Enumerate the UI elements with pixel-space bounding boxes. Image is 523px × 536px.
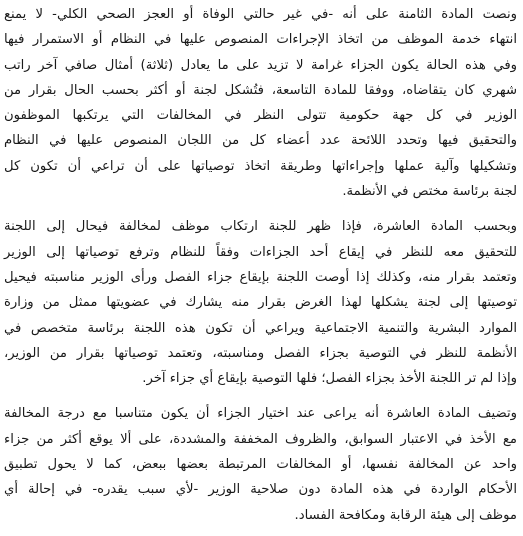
text-line: انتهاء خدمة الموظف من اتخاذ الإجراءات المنصوص عليها في النظام أو الاستمرار فيها	[4, 32, 517, 48]
text-line: ونصت المادة الثامنة على أنه -في غير حالتي الوفاة أو العجز الصحي الكلي- لا يمنع	[4, 7, 517, 22]
paragraph-article-ten-addition	[4, 401, 517, 527]
text-line: الأحكام الواردة في هذه المادة دون صلاحية الوزير -لأي سبب يقدره- في إحالة أي	[4, 482, 517, 498]
text-line: واحد عن المخالفة نفسها، أو المخالفات المرتبطة بعضها ببعض، كما لا يحول تطبيق	[4, 457, 517, 473]
text-line: وفي هذه الحالة يكون الجزاء غرامة لا تزيد على ما يعادل (ثلاثة) أمثال صافي آخر راتب	[4, 57, 517, 73]
text-line: موظف إلى هيئة الرقابة ومكافحة الفساد.	[294, 507, 517, 523]
paragraph-article-eight	[4, 2, 517, 204]
text-line: الوزير في كل جهة حكومية تتولى النظر في المخالفات التي يرتكبها الموظفون	[4, 108, 517, 124]
text-line: والتحقيق فيها وتحدد اللائحة عدد أعضاء كل من اللجان المنصوص عليها في النظام	[4, 133, 517, 149]
text-line: وإذا لم تر اللجنة الأخذ بجزاء الفصل؛ فلها التوصية بإيقاع أي جزاء آخر.	[142, 371, 517, 387]
text-line: وتضيف المادة العاشرة أنه يراعى عند اختيار الجزاء أن يكون متناسبا مع درجة المخالفة	[4, 406, 517, 422]
text-line: وتشكيلها وآلية عملها وإجراءاتها وطريقة اتخاذ توصياتها على أن تراعي أن تكون كل	[4, 158, 517, 174]
text-line: توصيتها إلى لجنة يشكلها لهذا الغرض بقرار منه يشارك في عضويتها ممثل من وزارة	[4, 295, 517, 311]
text-line: وتعتمد بقرار منه، وكذلك إذا أوصت اللجنة بإيقاع جزاء الفصل ورأى الوزير مناسبته فيحيل	[4, 269, 517, 285]
paragraph-article-ten	[4, 214, 517, 391]
text-line: الأنظمة للنظر في التوصية بجزاء الفصل ومناسبته، وتعتمد توصياتها بقرار من الوزير،	[4, 345, 517, 361]
text-line: شهري كان يتقاضاه، ووفقا للمادة التاسعة، فتُشكل لجنة أو أكثر بحسب الحال بقرار من	[4, 82, 517, 98]
text-line: الموارد البشرية والتنمية الاجتماعية ويراعي أن تكون هذه اللجنة برئاسة متخصص في	[4, 320, 517, 336]
text-line: لجنة برئاسة مختص في الأنظمة.	[342, 184, 517, 200]
text-line: وبحسب المادة العاشرة، فإذا ظهر للجنة ارتكاب موظف لمخالفة فيحال إلى اللجنة	[4, 219, 517, 235]
text-line: مع الأخذ في الاعتبار السوابق، والظروف المخففة والمشددة، على ألا يوقع أكثر من جزاء	[4, 431, 517, 447]
text-line: للتحقيق معه للنظر في إيقاع أحد الجزاءات وفقاً للنظام وترفع توصياتها إلى الوزير	[4, 244, 517, 260]
